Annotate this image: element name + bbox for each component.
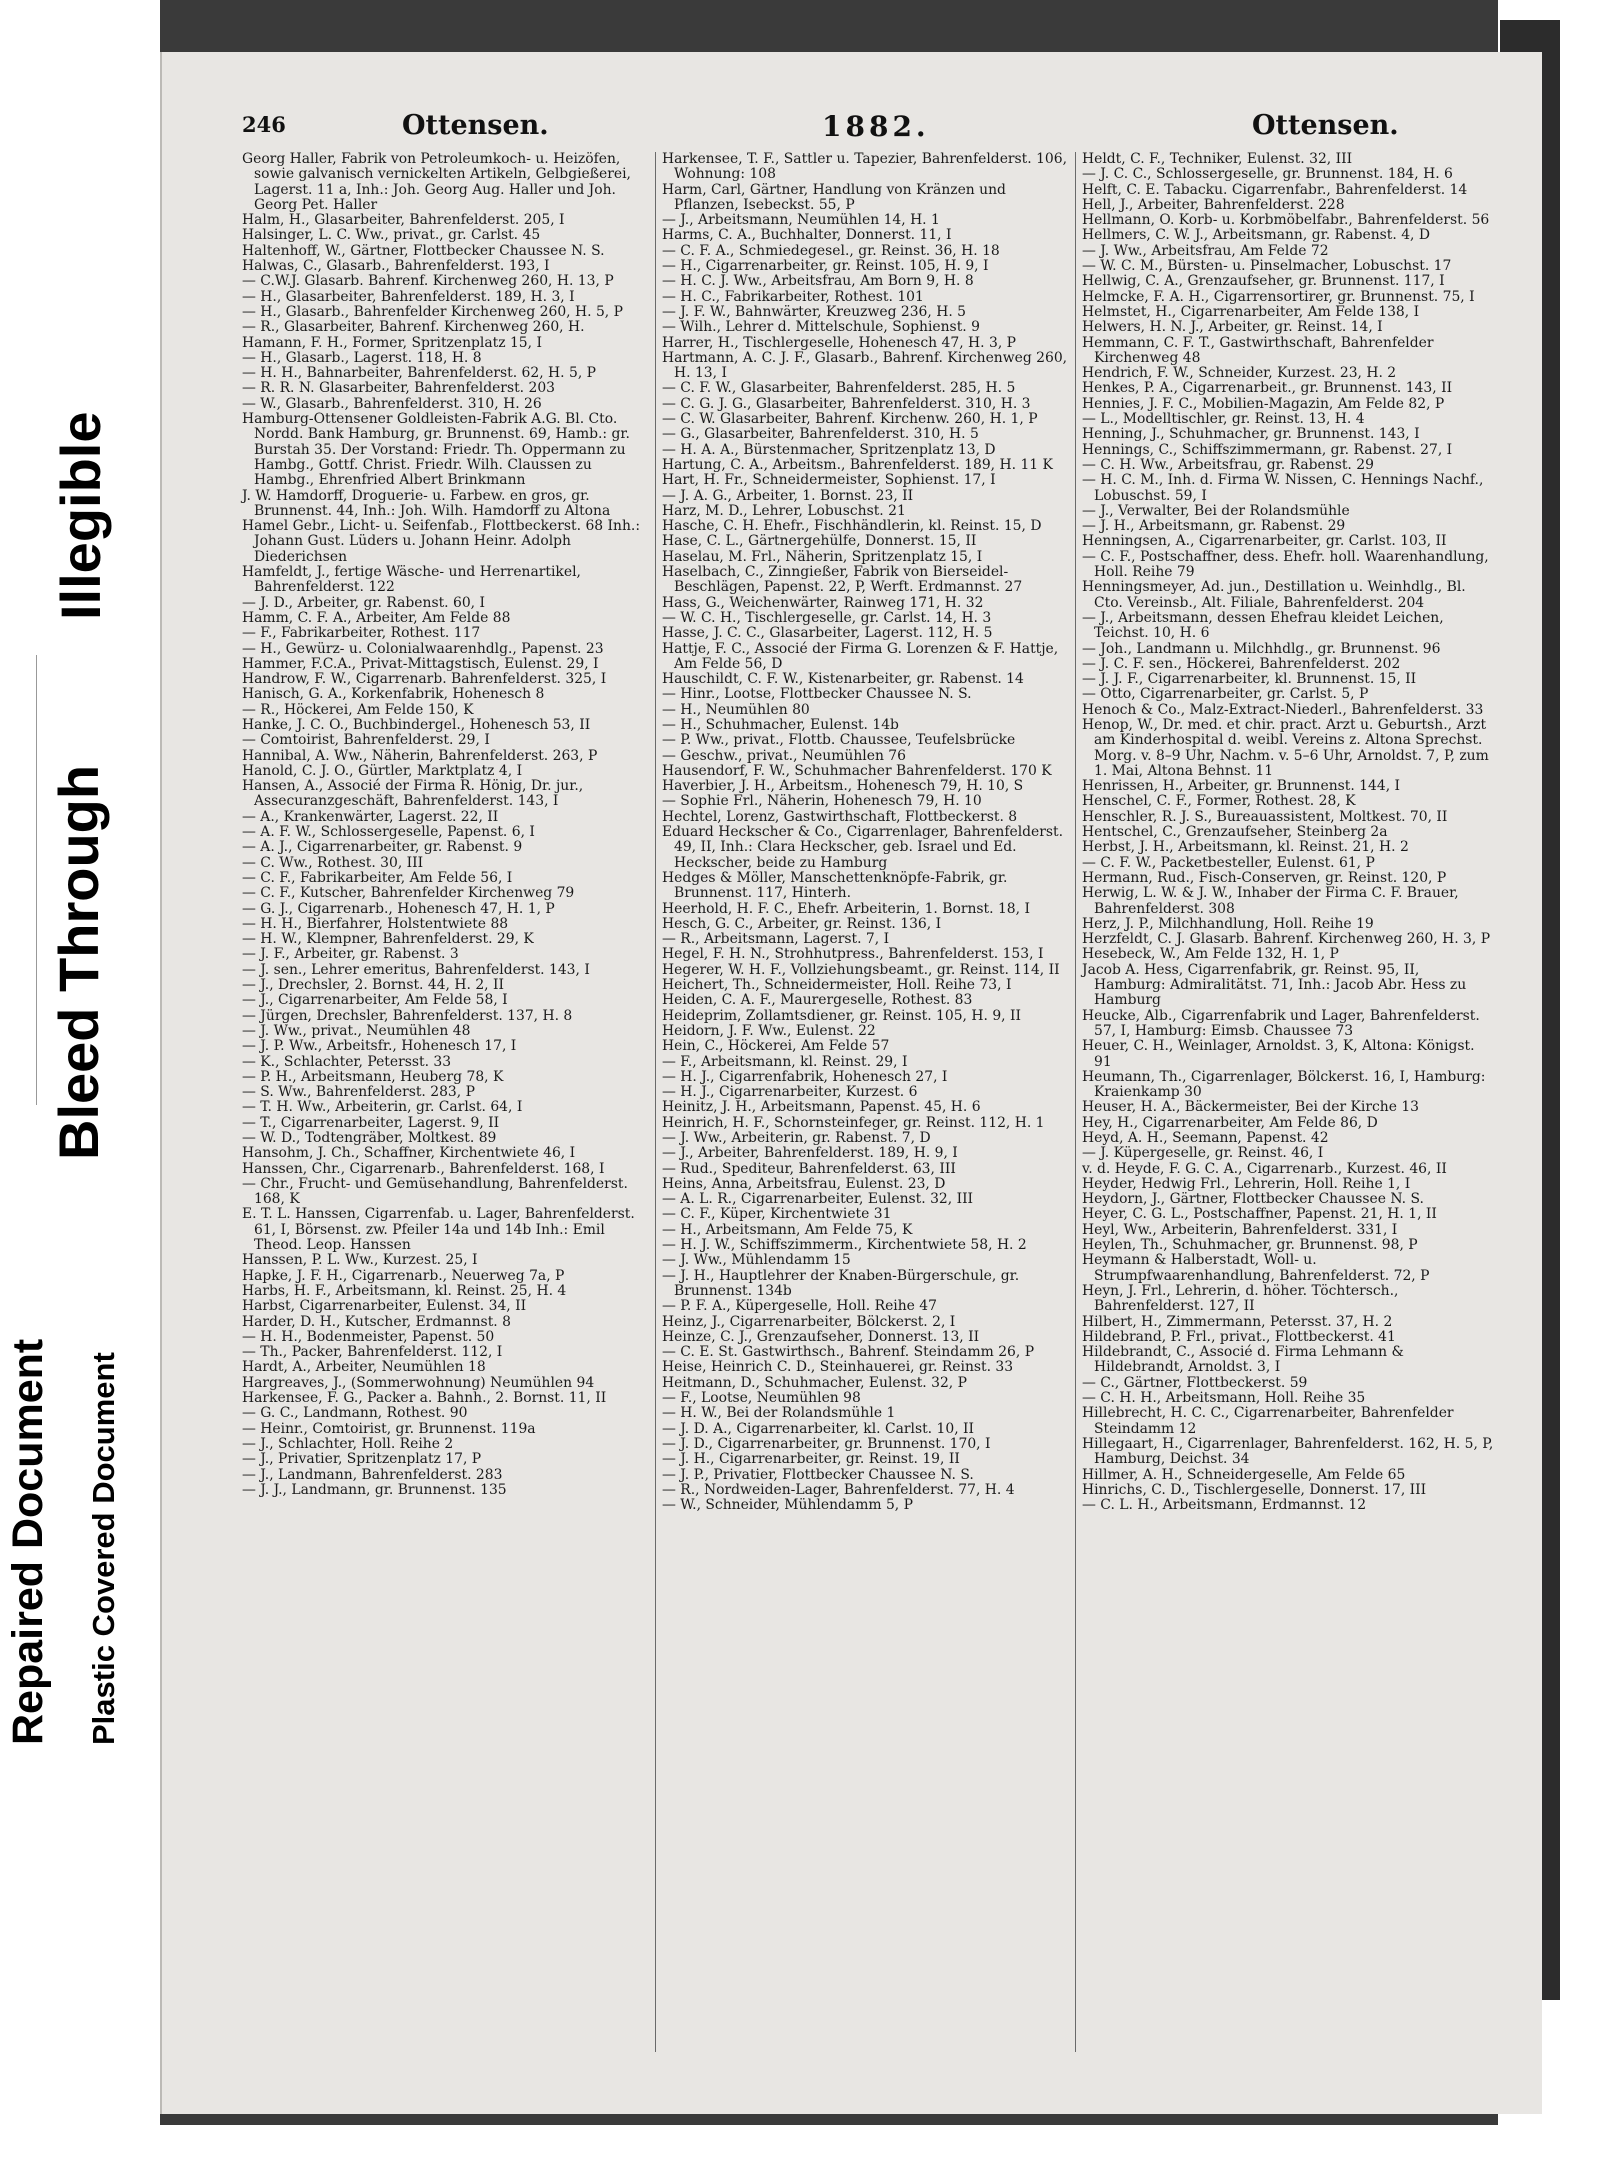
directory-entry: Henningsen, A., Cigarrenarbeiter, gr. Carlst. 103, II	[1082, 533, 1447, 550]
directory-entry: Hendrich, F. W., Schneider, Kurzest. 23, H. 2	[1082, 365, 1397, 382]
directory-entry: Harz, M. D., Lehrer, Lobuschst. 21	[662, 502, 906, 519]
directory-entry: Georg Haller, Fabrik von Petroleumkoch- u. Heizöfen, sowie galvanisch vernickelten Artikeln, Gelbgießerei, Lagerst. 11 a, Inh.: Joh. Georg Aug. Haller und Joh. Georg Pet. Haller	[242, 151, 631, 213]
directory-entry: E. T. L. Hanssen, Cigarrenfab. u. Lager, Bahrenfelderst. 61, I, Börsenst. zw. Pfeiler 14a und 14b Inh.: Emil Theod. Leop. Hanssen	[242, 1206, 635, 1254]
directory-entry: — H., Glasarb., Bahrenfelder Kirchenweg 260, H. 5, P	[242, 303, 623, 320]
directory-entry: Hartung, C. A., Arbeitsm., Bahrenfelderst. 189, H. 11 K	[662, 456, 1053, 473]
directory-entry: Heuser, H. A., Bäckermeister, Bei der Kirche 13	[1082, 1099, 1420, 1116]
directory-entry: Helwers, H. N. J., Arbeiter, gr. Reinst. 14, I	[1082, 319, 1383, 336]
directory-entry: — H. C., Fabrikarbeiter, Rothest. 101	[662, 288, 924, 305]
directory-entry: — J. D., Cigarrenarbeiter, gr. Brunnenst. 170, I	[662, 1435, 991, 1452]
directory-entry: — T. H. Ww., Arbeiterin, gr. Carlst. 64, I	[242, 1099, 523, 1116]
directory-entry: Henrissen, H., Arbeiter, gr. Brunnenst. 144, I	[1082, 778, 1401, 795]
directory-entry: Hemmann, C. F. T., Gastwirthschaft, Bahrenfelder Kirchenweg 48	[1082, 334, 1434, 366]
directory-entry: — R., Nordweiden-Lager, Bahrenfelderst. 77, H. 4	[662, 1481, 1015, 1498]
directory-entry: — J. Küpergeselle, gr. Reinst. 46, I	[1082, 1145, 1324, 1162]
column-right	[1082, 152, 1494, 1513]
directory-entry: Hell, J., Arbeiter, Bahrenfelderst. 228	[1082, 196, 1345, 213]
directory-entry: Heerhold, H. F. C., Ehefr. Arbeiterin, 1. Bornst. 18, I	[662, 900, 1030, 917]
directory-entry: — C. F., Fabrikarbeiter, Am Felde 56, I	[242, 869, 513, 886]
directory-entry: Harder, D. H., Kutscher, Erdmannst. 8	[242, 1313, 511, 1330]
directory-entry: Hillegaart, H., Cigarrenlager, Bahrenfelderst. 162, H. 5, P, Hamburg, Deichst. 34	[1082, 1435, 1494, 1468]
column-middle	[662, 152, 1074, 1513]
directory-entry: — Heinr., Comtoirist, gr. Brunnenst. 119a	[242, 1420, 536, 1437]
directory-entry: — S. Ww., Bahrenfelderst. 283, P	[242, 1084, 475, 1101]
directory-entry: Hegel, F. H. N., Strohhutpress., Bahrenfelderst. 153, I	[662, 946, 1044, 963]
directory-entry: — C. F. W., Packetbesteller, Eulenst. 61, P	[1082, 854, 1375, 871]
directory-entry: Hamann, F. H., Former, Spritzenplatz 15, I	[242, 334, 542, 351]
directory-entry: — W. C. M., Bürsten- u. Pinselmacher, Lobuschst. 17	[1082, 258, 1452, 275]
directory-entry: Hartmann, A. C. J. F., Glasarb., Bahrenf. Kirchenweg 260, H. 13, I	[662, 349, 1068, 382]
directory-entry: — P. H., Arbeitsmann, Heuberg 78, K	[242, 1068, 504, 1085]
directory-entry: Haselau, M. Frl., Näherin, Spritzenplatz 15, I	[662, 548, 983, 565]
directory-entry: — R., Höckerei, Am Felde 150, K	[242, 701, 474, 718]
directory-entry: Hapke, J. F. H., Cigarrenarb., Neuerweg 7a, P	[242, 1267, 565, 1284]
directory-entry: — J. D. A., Cigarrenarbeiter, kl. Carlst. 10, II	[662, 1420, 974, 1437]
directory-entry: Harbst, Cigarrenarbeiter, Eulenst. 34, II	[242, 1298, 527, 1315]
directory-entry: Herbst, J. H., Arbeitsmann, kl. Reinst. 21, H. 2	[1082, 839, 1409, 856]
directory-entry: Hentschel, C., Grenzaufseher, Steinberg 2a	[1082, 824, 1388, 841]
directory-entry: Hesch, G. C., Arbeiter, gr. Reinst. 136, I	[662, 915, 942, 932]
directory-entry: — J. Ww., privat., Neumühlen 48	[242, 1022, 471, 1039]
directory-entry: Harbs, H. F., Arbeitsmann, kl. Reinst. 25, H. 4	[242, 1282, 567, 1299]
directory-entry: — H. A. A., Bürstenmacher, Spritzenplatz 13, D	[662, 441, 996, 458]
directory-entry: Heyd, A. H., Seemann, Papenst. 42	[1082, 1130, 1329, 1146]
directory-entry: Hamel Gebr., Licht- u. Seifenfab., Flottbeckerst. 68 Inh.: Johann Gust. Lüders u. Johann Heinr. Adolph Diederichsen	[242, 518, 641, 565]
directory-entry: — R. R. N. Glasarbeiter, Bahrenfelderst. 203	[242, 380, 556, 397]
directory-entry: Heidorn, J. F. Ww., Eulenst. 22	[662, 1022, 876, 1039]
directory-entry: Heinz, J., Cigarrenarbeiter, Bölckerst. 2, I	[662, 1313, 956, 1330]
directory-entry: — J., Privatier, Spritzenplatz 17, P	[242, 1451, 482, 1468]
directory-entry: — J. C. F. sen., Höckerei, Bahrenfelderst. 202	[1082, 655, 1401, 672]
directory-entry: Helmstet, H., Cigarrenarbeiter, Am Felde 138, I	[1082, 303, 1420, 320]
condition-labels	[0, 0, 160, 2177]
directory-entry: — Geschw., privat., Neumühlen 76	[662, 747, 906, 764]
directory-entry: Hauschildt, C. F. W., Kistenarbeiter, gr. Rabenst. 14	[662, 671, 1024, 688]
directory-entry: — P. Ww., privat., Flottb. Chaussee, Teufelsbrücke	[662, 732, 1016, 749]
column-left	[242, 152, 654, 1498]
directory-entry: — Hinr., Lootse, Flottbecker Chaussee N. S.	[662, 686, 972, 703]
directory-entry: Hellmers, C. W. J., Arbeitsmann, gr. Rabenst. 4, D	[1082, 227, 1431, 244]
directory-entry: Hanke, J. C. O., Buchbindergel., Hohenesch 53, II	[242, 716, 591, 733]
directory-entry: Hammer, F.C.A., Privat-Mittagstisch, Eulenst. 29, I	[242, 655, 599, 672]
directory-entry: — Jürgen, Drechsler, Bahrenfelderst. 137, H. 8	[242, 1007, 573, 1024]
directory-entry: v. d. Heyde, F. G. C. A., Cigarrenarb., Kurzest. 46, II	[1082, 1160, 1447, 1177]
directory-entry: — C. F. W., Glasarbeiter, Bahrenfelderst. 285, H. 5	[662, 380, 1016, 397]
directory-entry: Hanisch, G. A., Korkenfabrik, Hohenesch 8	[242, 686, 545, 703]
directory-entry: — H., Neumühlen 80	[662, 701, 810, 718]
directory-entry: — J., Arbeitsmann, Neumühlen 14, H. 1	[662, 212, 940, 229]
directory-entry: Hanssen, P. L. Ww., Kurzest. 25, I	[242, 1252, 478, 1269]
directory-entry: Hart, H. Fr., Schneidermeister, Sophienst. 17, I	[662, 472, 996, 489]
directory-entry: — C. F. A., Schmiedegesel., gr. Reinst. 36, H. 18	[662, 242, 1000, 259]
directory-entry: — F., Fabrikarbeiter, Rothest. 117	[242, 625, 481, 642]
directory-entry: — W. D., Todtengräber, Moltkest. 89	[242, 1130, 497, 1146]
directory-entry: — R., Glasarbeiter, Bahrenf. Kirchenweg 260, H.	[242, 319, 585, 336]
directory-entry: — A. L. R., Cigarrenarbeiter, Eulenst. 32, III	[662, 1191, 974, 1208]
directory-entry: — J., Cigarrenarbeiter, Am Felde 58, I	[242, 992, 508, 1009]
directory-entry: — H., Schuhmacher, Eulenst. 14b	[662, 716, 899, 733]
directory-entry: Harkensee, F. G., Packer a. Bahnh., 2. Bornst. 11, II	[242, 1390, 607, 1407]
directory-entry: Heins, Anna, Arbeitsfrau, Eulenst. 23, D	[662, 1175, 946, 1192]
directory-entry: — F., Lootse, Neumühlen 98	[662, 1390, 861, 1407]
directory-entry: Heinrich, H. F., Schornsteinfeger, gr. Reinst. 112, H. 1	[662, 1114, 1045, 1131]
directory-entry: — G., Glasarbeiter, Bahrenfelderst. 310, H. 5	[662, 426, 979, 443]
left-running-title: Ottensen.	[402, 110, 549, 141]
directory-entry: Herwig, L. W. & J. W., Inhaber der Firma C. F. Brauer, Bahrenfelderst. 308	[1082, 885, 1459, 917]
directory-entry: J. W. Hamdorff, Droguerie- u. Farbew. en gros, gr. Brunnenst. 44, Inh.: Joh. Wilh. Hamdorff zu Altona	[242, 487, 611, 519]
directory-entry: — J. D., Arbeiter, gr. Rabenst. 60, I	[242, 594, 485, 611]
directory-entry: — R., Arbeitsmann, Lagerst. 7, I	[662, 931, 890, 948]
directory-entry: — J. H., Hauptlehrer der Knaben-Bürgerschule, gr. Brunnenst. 134b	[662, 1267, 1020, 1299]
directory-page	[160, 52, 1542, 2114]
directory-entry: — J., Arbeitsmann, dessen Ehefrau kleidet Leichen, Teichst. 10, H. 6	[1082, 609, 1444, 642]
directory-entry: — K., Schlachter, Petersst. 33	[242, 1053, 452, 1070]
directory-entry: — C. Ww., Rothest. 30, III	[242, 854, 424, 871]
directory-entry: Halsinger, L. C. Ww., privat., gr. Carlst. 45	[242, 227, 541, 244]
directory-entry: — C. F., Postschaffner, dess. Ehefr. holl. Waarenhandlung, Holl. Reihe 79	[1082, 548, 1489, 581]
directory-entry: Heichert, Th., Schneidermeister, Holl. Reihe 73, I	[662, 977, 1012, 994]
directory-entry: — Joh., Landmann u. Milchhdlg., gr. Brunnenst. 96	[1082, 640, 1441, 657]
directory-entry: — J. F., Arbeiter, gr. Rabenst. 3	[242, 946, 459, 963]
directory-entry: — H., Gewürz- u. Colonialwaarenhdlg., Papenst. 23	[242, 640, 604, 657]
illegible-label: Illegible	[49, 411, 112, 620]
directory-entry: — C.W.J. Glasarb. Bahrenf. Kirchenweg 260, H. 13, P	[242, 273, 614, 290]
directory-entry: Handrow, F. W., Cigarrenarb. Bahrenfelderst. 325, I	[242, 671, 607, 688]
directory-entry: — A., Krankenwärter, Lagerst. 22, II	[242, 808, 499, 825]
directory-entry: Heinitz, J. H., Arbeitsmann, Papenst. 45, H. 6	[662, 1099, 981, 1116]
directory-entry: Heyl, Ww., Arbeiterin, Bahrenfelderst. 331, I	[1082, 1221, 1398, 1238]
directory-entry: — J. sen., Lehrer emeritus, Bahrenfelderst. 143, I	[242, 961, 590, 978]
directory-entry: Hillmer, A. H., Schneidergeselle, Am Felde 65	[1082, 1466, 1406, 1483]
directory-entry: — C. H. Ww., Arbeitsfrau, gr. Rabenst. 29	[1082, 456, 1374, 473]
directory-entry: Hannibal, A. Ww., Näherin, Bahrenfelderst. 263, P	[242, 747, 598, 764]
directory-entry: — J. H., Arbeitsmann, gr. Rabenst. 29	[1082, 518, 1346, 535]
directory-entry: — C. F., Küper, Kirchentwiete 31	[662, 1206, 892, 1223]
directory-entry: Hedges & Möller, Manschettenknöpfe-Fabrik, gr. Brunnenst. 117, Hinterh.	[662, 869, 1008, 902]
directory-entry: — J. Ww., Arbeiterin, gr. Rabenst. 7, D	[662, 1130, 931, 1146]
directory-entry: — Chr., Frucht- und Gemüsehandlung, Bahrenfelderst. 168, K	[242, 1175, 628, 1208]
directory-entry: Hanold, C. J. O., Gürtler, Marktplatz 4, I	[242, 762, 523, 779]
right-running-title: Ottensen.	[1252, 110, 1399, 141]
directory-entry: Hasche, C. H. Ehefr., Fischhändlerin, kl. Reinst. 15, D	[662, 518, 1042, 535]
directory-entry: Heyer, C. G. L., Postschaffner, Papenst. 21, H. 1, II	[1082, 1206, 1437, 1223]
directory-entry: — H. H., Bahnarbeiter, Bahrenfelderst. 62, H. 5, P	[242, 365, 597, 382]
directory-entry: Hamburg-Ottensener Goldleisten-Fabrik A.G. Bl. Cto. Nordd. Bank Hamburg, gr. Brunnenst. 69, Hamb.: gr. Burstah 35. Der Vorstand: Friedr. Th. Oppermann zu Hambg., Gottf. Christ. Friedr. Wilh. Claussen zu Hambg., Ehrenfried Albert Brinkmann	[242, 411, 630, 489]
directory-entry: Jacob A. Hess, Cigarrenfabrik, gr. Reinst. 95, II, Hamburg: Admiralitätst. 71, Inh.: Jacob Abr. Hess zu Hamburg	[1082, 961, 1467, 1009]
directory-entry: Hass, G., Weichenwärter, Rainweg 171, H. 32	[662, 594, 984, 611]
directory-entry: Haltenhoff, W., Gärtner, Flottbecker Chaussee N. S.	[242, 242, 605, 259]
directory-entry: Hasse, J. C. C., Glasarbeiter, Lagerst. 112, H. 5	[662, 625, 993, 642]
directory-entry: — H. C. M., Inh. d. Firma W. Nissen, C. Hennings Nachf., Lobuschst. 59, I	[1082, 472, 1484, 504]
directory-entry: Hesebeck, W., Am Felde 132, H. 1, P	[1082, 946, 1339, 963]
directory-entry: Hattje, F. C., Associé der Firma G. Lorenzen & F. Hattje, Am Felde 56, D	[662, 640, 1059, 672]
bleed-through-label: Bleed Through	[47, 764, 110, 1160]
directory-entry: — C., Gärtner, Flottbeckerst. 59	[1082, 1374, 1308, 1391]
column-rule	[655, 152, 656, 2052]
directory-entry: — C. H. H., Arbeitsmann, Holl. Reihe 35	[1082, 1390, 1366, 1407]
directory-entry: Hildebrandt, C., Associé d. Firma Lehmann & Hildebrandt, Arnoldst. 3, I	[1082, 1344, 1404, 1376]
directory-entry: — J., Arbeiter, Bahrenfelderst. 189, H. 9, I	[662, 1145, 958, 1162]
directory-entry: Heumann, Th., Cigarrenlager, Bölckerst. 16, I, Hamburg: Kraienkamp 30	[1082, 1068, 1486, 1101]
directory-entry: — W. C. H., Tischlergeselle, gr. Carlst. 14, H. 3	[662, 609, 992, 626]
directory-entry: — J., Drechsler, 2. Bornst. 44, H. 2, II	[242, 977, 504, 994]
directory-entry: Hausendorf, F. W., Schuhmacher Bahrenfelderst. 170 K	[662, 762, 1052, 779]
directory-entry: Henop, W., Dr. med. et chir. pract. Arzt u. Geburtsh., Arzt am Kinderhospital d. weibl. Vereins z. Altona Sprechst. Morg. v. 8–9 Uhr, Nachm. v. 5–6 Uhr, Arnoldst. 7, P, zum 1. Mai, Altona Behnst. 11	[1082, 716, 1489, 779]
directory-entry: Hase, C. L., Gärtnergehülfe, Donnerst. 15, II	[662, 533, 977, 550]
directory-entry: Hellwig, C. A., Grenzaufseher, gr. Brunnenst. 117, I	[1082, 273, 1445, 290]
directory-entry: — C. L. H., Arbeitsmann, Erdmannst. 12	[1082, 1497, 1367, 1514]
directory-entry: Hellmann, O. Korb- u. Korbmöbelfabr., Bahrenfelderst. 56	[1082, 212, 1490, 229]
directory-entry: Hechtel, Lorenz, Gastwirthschaft, Flottbeckerst. 8	[662, 808, 1018, 825]
directory-entry: Hein, C., Höckerei, Am Felde 57	[662, 1038, 890, 1055]
directory-entry: Heuer, C. H., Weinlager, Arnoldst. 3, K, Altona: Königst. 91	[1082, 1038, 1475, 1070]
directory-entry: Hillebrecht, H. C. C., Cigarrenarbeiter, Bahrenfelder Steindamm 12	[1082, 1405, 1454, 1437]
directory-entry: — H., Cigarrenarbeiter, gr. Reinst. 105, H. 9, I	[662, 258, 989, 275]
directory-entry: — F., Arbeitsmann, kl. Reinst. 29, I	[662, 1053, 908, 1070]
directory-entry: — H. W., Bei der Rolandsmühle 1	[662, 1405, 896, 1422]
directory-entry: Henschler, R. J. S., Bureauassistent, Moltkest. 70, II	[1082, 808, 1448, 825]
directory-entry: — J. P., Privatier, Flottbecker Chaussee N. S.	[662, 1466, 974, 1483]
directory-entry: — H., Glasarbeiter, Bahrenfelderst. 189, H. 3, I	[242, 288, 575, 305]
directory-entry: Hegerer, W. H. F., Vollziehungsbeamt., gr. Reinst. 114, II	[662, 961, 1060, 978]
directory-entry: — J. Ww., Mühlendamm 15	[662, 1252, 851, 1269]
column-rule	[1075, 152, 1076, 2052]
directory-entry: — Th., Packer, Bahrenfelderst. 112, I	[242, 1344, 503, 1361]
directory-entry: Heucke, Alb., Cigarrenfabrik und Lager, Bahrenfelderst. 57, I, Hamburg: Eimsb. Chaussee 73	[1082, 1007, 1480, 1039]
directory-entry: — Rud., Spediteur, Bahrenfelderst. 63, III	[662, 1160, 956, 1177]
directory-entry: Heldt, C. F., Techniker, Eulenst. 32, III	[1082, 151, 1353, 167]
directory-entry: Heymann & Halberstadt, Woll- u. Strumpfwaarenhandlung, Bahrenfelderst. 72, P	[1082, 1252, 1430, 1284]
directory-entry: Harms, C. A., Buchhalter, Donnerst. 11, I	[662, 227, 952, 244]
directory-entry: Hamm, C. F. A., Arbeiter, Am Felde 88	[242, 609, 511, 626]
directory-entry: — J. J. F., Cigarrenarbeiter, kl. Brunnenst. 15, II	[1082, 671, 1417, 688]
directory-entry: Hennies, J. F. C., Mobilien-Magazin, Am Felde 82, P	[1082, 395, 1445, 412]
directory-entry: Helft, C. E. Tabacku. Cigarrenfabr., Bahrenfelderst. 14	[1082, 181, 1468, 198]
directory-entry: — J. C. C., Schlossergeselle, gr. Brunnenst. 184, H. 6	[1082, 166, 1453, 183]
directory-entry: — H. W., Klempner, Bahrenfelderst. 29, K	[242, 931, 534, 948]
directory-entry: Heyn, J. Frl., Lehrerin, d. höher. Töchtersch., Bahrenfelderst. 127, II	[1082, 1282, 1399, 1315]
directory-entry: — C. E. St. Gastwirthsch., Bahrenf. Steindamm 26, P	[662, 1344, 1035, 1361]
label-divider	[36, 655, 37, 1105]
directory-entry: Henoch & Co., Malz-Extract-Niederl., Bahrenfelderst. 33	[1082, 701, 1484, 718]
repaired-document-label: Repaired Document	[4, 1338, 52, 1745]
directory-entry: — Sophie Frl., Näherin, Hohenesch 79, H. 10	[662, 793, 982, 810]
directory-entry: Hansohm, J. Ch., Schaffner, Kirchentwiete 46, I	[242, 1145, 576, 1162]
directory-entry: — Comtoirist, Bahrenfelderst. 29, I	[242, 732, 490, 749]
directory-entry: Heideprim, Zollamtsdiener, gr. Reinst. 105, H. 9, II	[662, 1007, 1021, 1024]
directory-entry: — C. G. J. G., Glasarbeiter, Bahrenfelderst. 310, H. 3	[662, 395, 1031, 412]
directory-entry: — J. H., Cigarrenarbeiter, gr. Reinst. 19, II	[662, 1451, 960, 1468]
directory-entry: Heitmann, D., Schuhmacher, Eulenst. 32, P	[662, 1374, 967, 1391]
directory-entry: Hanssen, Chr., Cigarrenarb., Bahrenfelderst. 168, I	[242, 1160, 605, 1177]
directory-entry: — G. C., Landmann, Rothest. 90	[242, 1405, 468, 1422]
directory-entry: — A. F. W., Schlossergeselle, Papenst. 6, I	[242, 824, 535, 841]
directory-entry: — H. J., Cigarrenfabrik, Hohenesch 27, I	[662, 1068, 948, 1085]
directory-entry: Harm, Carl, Gärtner, Handlung von Kränzen und Pflanzen, Isebeckst. 55, P	[662, 181, 1006, 213]
directory-entry: Heinze, C. J., Grenzaufseher, Donnerst. 13, II	[662, 1328, 980, 1345]
directory-entry: — C. F., Kutscher, Bahrenfelder Kirchenweg 79	[242, 885, 575, 902]
directory-entry: Hermann, Rud., Fisch-Conserven, gr. Reinst. 120, P	[1082, 869, 1447, 886]
directory-entry: Henningsmeyer, Ad. jun., Destillation u. Weinhdlg., Bl. Cto. Vereinsb., Alt. Filiale, Bahrenfelderst. 204	[1082, 579, 1466, 611]
directory-entry: — C. W. Glasarbeiter, Bahrenf. Kirchenw. 260, H. 1, P	[662, 411, 1038, 428]
directory-entry: Henschel, C. F., Former, Rothest. 28, K	[1082, 793, 1356, 810]
directory-entry: — H. H., Bodenmeister, Papenst. 50	[242, 1328, 495, 1345]
directory-entry: — A. J., Cigarrenarbeiter, gr. Rabenst. 9	[242, 839, 523, 856]
directory-entry: — T., Cigarrenarbeiter, Lagerst. 9, II	[242, 1114, 500, 1131]
directory-entry: Heydorn, J., Gärtner, Flottbecker Chaussee N. S.	[1082, 1191, 1424, 1208]
directory-entry: Heylen, Th., Schuhmacher, gr. Brunnenst. 98, P	[1082, 1237, 1418, 1254]
directory-entry: — J. J., Landmann, gr. Brunnenst. 135	[242, 1481, 507, 1498]
directory-entry: — J., Landmann, Bahrenfelderst. 283	[242, 1466, 503, 1483]
directory-entry: — J., Schlachter, Holl. Reihe 2	[242, 1435, 454, 1452]
directory-entry: — H. H., Bierfahrer, Holstentwiete 88	[242, 915, 509, 932]
directory-entry: — J., Verwalter, Bei der Rolandsmühle	[1082, 502, 1350, 519]
directory-entry: Hennings, C., Schiffszimmermann, gr. Rabenst. 27, I	[1082, 441, 1453, 458]
directory-entry: Hilbert, H., Zimmermann, Petersst. 37, H. 2	[1082, 1313, 1393, 1330]
directory-entry: Hargreaves, J., (Sommerwohnung) Neumühlen 94	[242, 1374, 595, 1391]
directory-entry: — W., Schneider, Mühlendamm 5, P	[662, 1497, 913, 1514]
directory-entry: — Otto, Cigarrenarbeiter, gr. Carlst. 5, P	[1082, 686, 1369, 703]
directory-entry: — G. J., Cigarrenarb., Hohenesch 47, H. 1, P	[242, 900, 555, 917]
page-header	[162, 110, 1542, 150]
directory-entry: — P. F. A., Küpergeselle, Holl. Reihe 47	[662, 1298, 937, 1315]
directory-entry: Hey, H., Cigarrenarbeiter, Am Felde 86, D	[1082, 1114, 1378, 1131]
directory-entry: Halm, H., Glasarbeiter, Bahrenfelderst. 205, I	[242, 212, 565, 229]
directory-entry: — W., Glasarb., Bahrenfelderst. 310, H. 26	[242, 395, 542, 412]
directory-entry: — H. J. W., Schiffszimmerm., Kirchentwiete 58, H. 2	[662, 1237, 1027, 1254]
directory-entry: Heise, Heinrich C. D., Steinhauerei, gr. Reinst. 33	[662, 1359, 1014, 1376]
directory-entry: Heiden, C. A. F., Maurergeselle, Rothest. 83	[662, 992, 973, 1009]
directory-entry: Haverbier, J. H., Arbeitsm., Hohenesch 79, H. 10, S	[662, 778, 1024, 795]
directory-entry: Haselbach, C., Zinngießer, Fabrik von Bierseidel-Beschlägen, Papenst. 22, P, Werft. Erdmannst. 27	[662, 564, 1023, 596]
directory-entry: Hardt, A., Arbeiter, Neumühlen 18	[242, 1359, 486, 1376]
directory-entry: — Wilh., Lehrer d. Mittelschule, Sophienst. 9	[662, 319, 980, 336]
directory-entry: — H., Arbeitsmann, Am Felde 75, K	[662, 1221, 913, 1238]
year-heading: 1882.	[822, 110, 930, 143]
directory-entry: — J. Ww., Arbeitsfrau, Am Felde 72	[1082, 242, 1329, 259]
page-number: 246	[242, 112, 286, 137]
directory-entry: Hamfeldt, J., fertige Wäsche- und Herrenartikel, Bahrenfelderst. 122	[242, 564, 581, 596]
directory-entry: Hinrichs, C. D., Tischlergeselle, Donnerst. 17, III	[1082, 1481, 1427, 1498]
plastic-covered-label: Plastic Covered Document	[86, 1352, 121, 1745]
directory-entry: — H. C. J. Ww., Arbeitsfrau, Am Born 9, H. 8	[662, 273, 974, 290]
directory-entry: Halwas, C., Glasarb., Bahrenfelderst. 193, I	[242, 258, 550, 275]
directory-entry: Henkes, P. A., Cigarrenarbeit., gr. Brunnenst. 143, II	[1082, 380, 1453, 397]
directory-entry: Harrer, H., Tischlergeselle, Hohenesch 47, H. 3, P	[662, 334, 1017, 351]
directory-entry: — J. A. G., Arbeiter, 1. Bornst. 23, II	[662, 487, 914, 504]
directory-entry: Harkensee, T. F., Sattler u. Tapezier, Bahrenfelderst. 106, Wohnung: 108	[662, 151, 1068, 183]
directory-entry: Heyder, Hedwig Frl., Lehrerin, Holl. Reihe 1, I	[1082, 1175, 1411, 1192]
directory-entry: — L., Modelltischler, gr. Reinst. 13, H. 4	[1082, 411, 1365, 428]
directory-entry: Eduard Heckscher & Co., Cigarrenlager, Bahrenfelderst. 49, II, Inh.: Clara Heckscher, geb. Israel und Ed. Heckscher, beide zu Hamburg	[662, 824, 1064, 871]
directory-entry: — H., Glasarb., Lagerst. 118, H. 8	[242, 349, 482, 366]
directory-entry: Helmcke, F. A. H., Cigarrensortirer, gr. Brunnenst. 75, I	[1082, 288, 1475, 305]
directory-entry: — J. F. W., Bahnwärter, Kreuzweg 236, H. 5	[662, 303, 967, 320]
directory-entry: — J. P. Ww., Arbeitsfr., Hohenesch 17, I	[242, 1038, 517, 1055]
directory-entry: Henning, J., Schuhmacher, gr. Brunnenst. 143, I	[1082, 426, 1420, 443]
directory-entry: Herz, J. P., Milchhandlung, Holl. Reihe 19	[1082, 915, 1374, 932]
directory-entry: — H. J., Cigarrenarbeiter, Kurzest. 6	[662, 1084, 918, 1101]
directory-entry: Herzfeldt, C. J. Glasarb. Bahrenf. Kirchenweg 260, H. 3, P	[1082, 931, 1491, 948]
directory-entry: Hildebrand, P. Frl., privat., Flottbeckerst. 41	[1082, 1328, 1396, 1345]
directory-entry: Hansen, A., Associé der Firma R. Hönig, Dr. jur., Assecuranzgeschäft, Bahrenfelderst. 143, I	[242, 778, 584, 810]
